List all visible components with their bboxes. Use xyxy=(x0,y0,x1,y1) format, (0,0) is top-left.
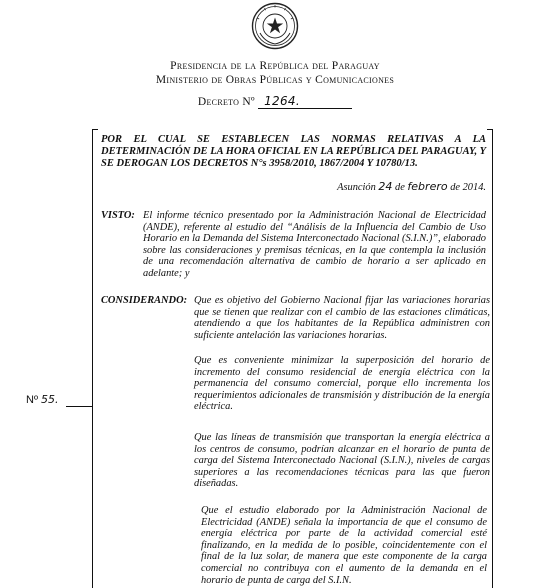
margin-label: Nº xyxy=(26,394,38,406)
visto-label: VISTO: xyxy=(101,210,135,221)
considerando-label: CONSIDERANDO: xyxy=(101,295,188,306)
header-ministry: Ministerio de Obras Públicas y Comunicaciones xyxy=(155,74,395,86)
visto-text: El informe técnico presentado por la Administración Nacional de Electricidad (ANDE), referente al estudio del “Análisis de la Influencia del Cambio de Uso Horario en la Demanda del Sistema Interconectado Nacional (S.I.N.)”, elaborado sobre las consideraciones y premisas técnicas, en la que contempla la inclusión de una recomendación alternativa de cambio de horario a ser aplicado en adelante; y xyxy=(143,210,486,279)
decree-number: 1264. xyxy=(258,94,352,109)
date-day: 24 xyxy=(378,180,393,193)
date-line xyxy=(300,180,486,193)
margin-number-line xyxy=(26,393,59,406)
date-month: febrero xyxy=(407,180,448,193)
considerando-paragraph: Que es conveniente minimizar la superposición del horario de incremento del consumo residencial de energía eléctrica con la permanencia del consumo comercial, porque ello incrementa los requerimientos adicionales de transmisión y distribución de la energía eléctrica. xyxy=(194,355,490,413)
margin-number: 55. xyxy=(41,393,59,406)
considerando-paragraph: Que el estudio elaborado por la Administración Nacional de Electricidad (ANDE) señala la importancia de que el consumo de energía eléctrica por parte de la actividad comercial esté finalizando, en la medida de lo posible, coincidentemente con el final de la luz solar, de manera que este componente de la carga comercial no contribuya con el aumento de la demanda en el horario de punta de carga del S.I.N. xyxy=(201,505,487,586)
date-de: de xyxy=(395,182,405,193)
considerando-paragraph: Que es objetivo del Gobierno Nacional fijar las variaciones horarias que se tienen que realizar con el cambio de las estaciones climáticas, atendiendo a que los habitantes de la República administren con suficiente antelación las variaciones horarias. xyxy=(194,295,490,341)
left-bracket xyxy=(92,129,98,588)
date-year: de 2014. xyxy=(450,182,486,193)
considerando-paragraph: Que las líneas de transmisión que transportan la energía eléctrica a los centros de consumo, podrían alcanzar en el horario de punta de carga del Sistema Interconectado Nacional (S.I.N.), niveles de cargas superiores a las recomendaciones técnicas para las que fueron diseñadas. xyxy=(194,432,490,490)
national-seal-icon xyxy=(251,2,299,50)
margin-rule xyxy=(66,406,92,407)
decree-label: Decreto Nº xyxy=(197,96,255,108)
decree-title: POR EL CUAL SE ESTABLECEN LAS NORMAS RELATIVAS A LA DETERMINACIÓN DE LA HORA OFICIAL EN LA REPÚBLICA DEL PARAGUAY, Y SE DEROGAN LOS DECRETOS N°s 3958/2010, 1867/2004 Y 10780/13. xyxy=(101,134,486,169)
decree-line xyxy=(0,94,550,109)
header-presidency: Presidencia de la República del Paraguay xyxy=(170,60,380,72)
date-city: Asunción xyxy=(337,182,376,193)
